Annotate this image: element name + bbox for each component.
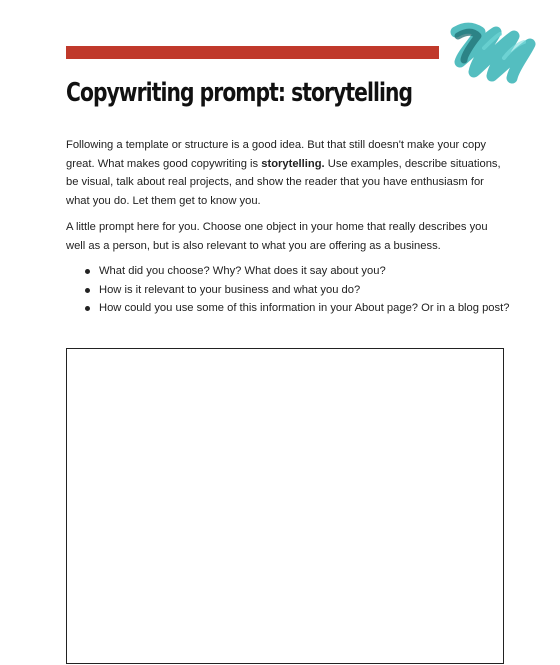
- question-list: [66, 262, 516, 318]
- teal-brush-stroke-icon: [444, 18, 544, 86]
- header-accent-bar: [66, 46, 439, 59]
- question-text: How is it relevant to your business and what you do?: [99, 283, 361, 296]
- page-title: Copywriting prompt: storytelling: [66, 78, 413, 108]
- bullet-icon: [85, 288, 90, 293]
- list-item: [66, 299, 516, 318]
- question-text: What did you choose? Why? What does it say about you?: [99, 265, 386, 277]
- intro-text-end: Use examples, describe situations, be visual, talk about real projects, and show the reader that you have enthusiasm for what you do. Let them get to know you.: [66, 157, 501, 207]
- intro-bold-keyword: storytelling.: [261, 157, 325, 170]
- bullet-icon: [85, 269, 90, 274]
- question-text: How could you use some of this information in your About page? Or in a blog post?: [99, 302, 510, 315]
- intro-text-start: Following a template or structure is a good idea. But that still doesn't make your copy great. What makes good copywriting is: [66, 139, 487, 170]
- answer-writing-box[interactable]: [66, 348, 504, 664]
- bullet-icon: [85, 306, 90, 311]
- prompt-paragraph: A little prompt here for you. Choose one object in your home that really describes you well as a person, but is also relevant to what you are offering as a business.: [66, 221, 488, 252]
- intro-paragraph: [66, 136, 506, 210]
- list-item: [66, 262, 516, 281]
- list-item: [66, 281, 516, 300]
